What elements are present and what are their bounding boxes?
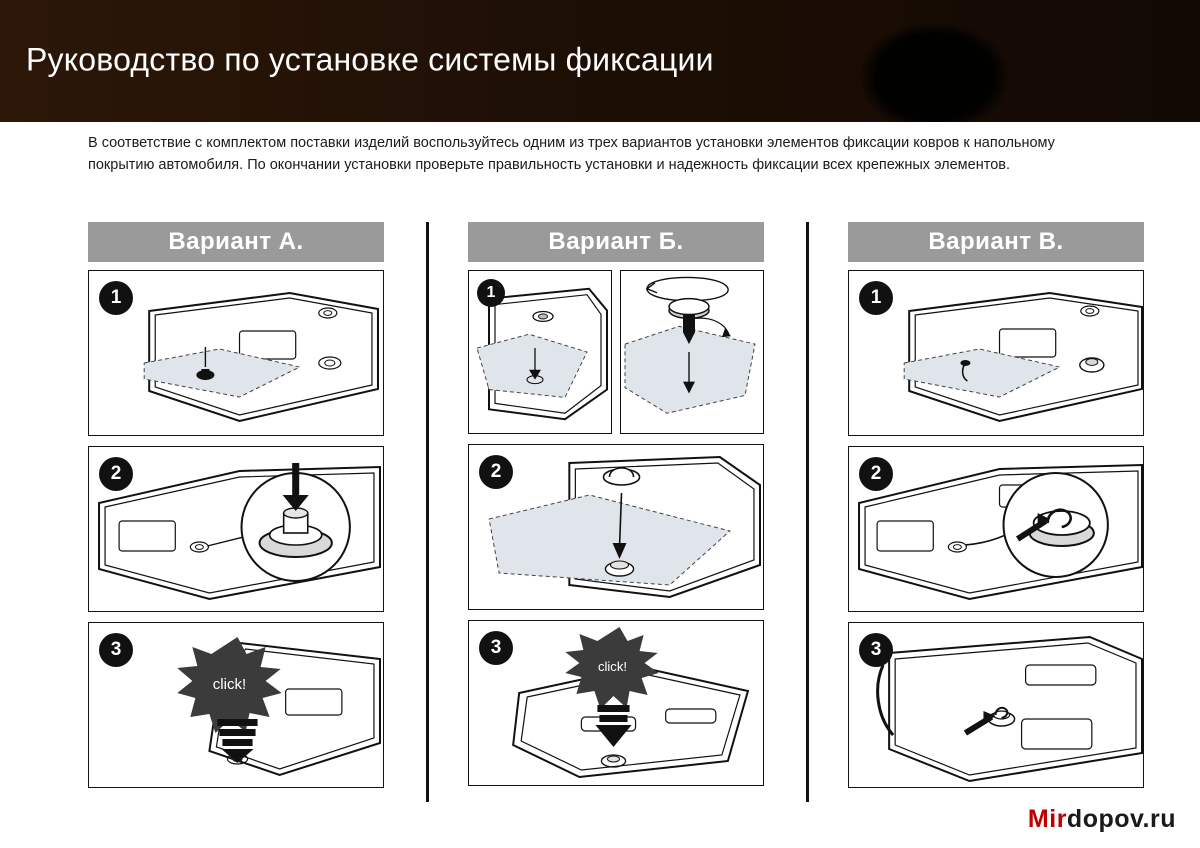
watermark-suffix: dopov.ru xyxy=(1066,805,1176,833)
variant-a-title: Вариант А. xyxy=(88,222,384,262)
variant-c-step-1-number: 1 xyxy=(859,281,893,315)
variant-b xyxy=(468,222,764,796)
variant-c-step-2-panel xyxy=(848,446,1144,612)
variant-b-step-1b-subpanel xyxy=(620,270,764,434)
page-header xyxy=(0,0,1200,122)
variant-c-step-1-panel xyxy=(848,270,1144,436)
variant-a xyxy=(88,222,384,798)
variant-c xyxy=(848,222,1144,798)
variant-b-step-2-number: 2 xyxy=(479,455,513,489)
column-divider-1 xyxy=(426,222,429,802)
variant-a-step-3-number: 3 xyxy=(99,633,133,667)
variant-a-step-3-panel xyxy=(88,622,384,788)
variant-a-step-1-panel xyxy=(88,270,384,436)
variant-b-step-3-panel xyxy=(468,620,764,786)
variant-c-step-1-illustration xyxy=(849,271,1143,435)
variant-a-step-2-number: 2 xyxy=(99,457,133,491)
variant-c-step-3-panel xyxy=(848,622,1144,788)
header-glow-decoration xyxy=(860,22,1010,122)
column-divider-2 xyxy=(806,222,809,802)
variant-a-step-2-panel xyxy=(88,446,384,612)
variant-b-step-3-illustration xyxy=(469,621,763,785)
variant-b-step-2-illustration xyxy=(469,445,763,609)
variant-b-step-1b-illustration xyxy=(621,271,763,433)
intro-paragraph: В соответствие с комплектом поставки изделий воспользуйтесь одним из трех вариантов установки элементов фиксации ковров к напольному покрытию автомобиля. По окончании установки проверьте правильность установки и надежность фиксации всех крепежных элементов. xyxy=(88,135,1055,174)
variant-a-step-1-number: 1 xyxy=(99,281,133,315)
variant-c-step-3-number: 3 xyxy=(859,633,893,667)
variant-b-step-3-number: 3 xyxy=(479,631,513,665)
variant-b-step-1-number: 1 xyxy=(477,279,505,307)
variant-c-step-2-number: 2 xyxy=(859,457,893,491)
variant-b-title: Вариант Б. xyxy=(468,222,764,262)
variant-b-step-2-panel xyxy=(468,444,764,610)
site-watermark xyxy=(1028,805,1176,834)
variant-a-step-3-illustration xyxy=(89,623,383,787)
variant-b-step-1-panel xyxy=(468,270,764,434)
variant-a-step-1-illustration xyxy=(89,271,383,435)
variants-container xyxy=(0,222,1200,812)
variant-b-click-label: click! xyxy=(597,659,627,674)
variant-c-step-3-illustration xyxy=(849,623,1143,787)
variant-c-title: Вариант В. xyxy=(848,222,1144,262)
page-title: Руководство по установке системы фиксации xyxy=(26,41,714,78)
variant-a-click-label: click! xyxy=(212,676,247,693)
variant-c-step-2-illustration xyxy=(849,447,1143,611)
variant-a-step-2-illustration xyxy=(89,447,383,611)
variant-b-step-1a-subpanel xyxy=(468,270,612,434)
watermark-prefix: Mir xyxy=(1027,805,1067,833)
